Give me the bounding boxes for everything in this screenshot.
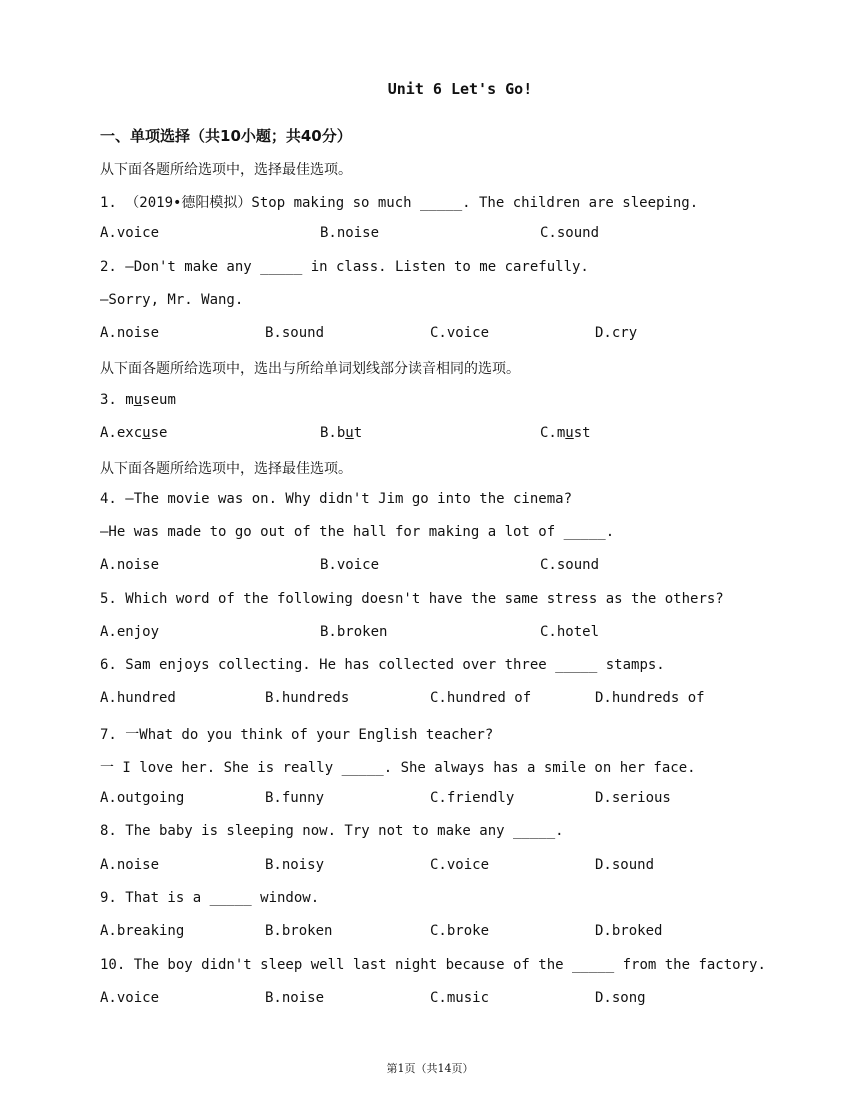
option-a[interactable]: A.enjoy	[100, 624, 160, 640]
question-7-reply: 一 I love her. She is really _____. She always has a smile on her face.	[100, 760, 696, 776]
option-c[interactable]: C.hotel	[540, 624, 600, 640]
question-2: 2. —Don't make any _____ in class. Listen to me carefully.	[100, 259, 589, 275]
option-d[interactable]: D.song	[595, 990, 646, 1006]
option-b[interactable]: B.hundreds	[265, 690, 350, 706]
option-b[interactable]: B.noise	[265, 990, 325, 1006]
page-title: Unit 6 Let's Go!	[387, 80, 533, 98]
option-d[interactable]: D.cry	[595, 325, 638, 341]
section-heading: 一、单项选择（共10小题；共40分）	[100, 127, 352, 145]
question-2-reply: —Sorry, Mr. Wang.	[100, 292, 244, 308]
question-6: 6. Sam enjoys collecting. He has collected over three _____ stamps.	[100, 657, 665, 673]
option-a[interactable]: A.breaking	[100, 923, 185, 939]
option-c[interactable]: C.sound	[540, 225, 600, 241]
instruction-3: 从下面各题所给选项中，选择最佳选项。	[100, 461, 352, 477]
option-c[interactable]: C.broke	[430, 923, 490, 939]
option-c[interactable]: C.music	[430, 990, 490, 1006]
option-b[interactable]: B.funny	[265, 790, 325, 806]
option-a[interactable]: A.noise	[100, 325, 160, 341]
option-a[interactable]: A.voice	[100, 990, 160, 1006]
instruction-2: 从下面各题所给选项中，选出与所给单词划线部分读音相同的选项。	[100, 361, 520, 377]
option-b[interactable]: B.broken	[320, 624, 388, 640]
question-4-reply: —He was made to go out of the hall for making a lot of _____.	[100, 524, 615, 540]
option-a[interactable]: A.noise	[100, 557, 160, 573]
option-b[interactable]: B.noise	[320, 225, 380, 241]
option-c[interactable]: C.must	[540, 425, 591, 441]
option-c[interactable]: C.friendly	[430, 790, 515, 806]
option-c[interactable]: C.sound	[540, 557, 600, 573]
option-c[interactable]: C.hundred of	[430, 690, 532, 706]
option-a[interactable]: A.noise	[100, 857, 160, 873]
option-c[interactable]: C.voice	[430, 325, 490, 341]
option-d[interactable]: D.hundreds of	[595, 690, 705, 706]
option-c[interactable]: C.voice	[430, 857, 490, 873]
question-5: 5. Which word of the following doesn't have the same stress as the others?	[100, 591, 724, 607]
option-b[interactable]: B.but	[320, 425, 363, 441]
question-4: 4. —The movie was on. Why didn't Jim go into the cinema?	[100, 491, 573, 507]
option-a[interactable]: A.voice	[100, 225, 160, 241]
option-b[interactable]: B.sound	[265, 325, 325, 341]
instruction-1: 从下面各题所给选项中，选择最佳选项。	[100, 162, 352, 178]
question-10: 10. The boy didn't sleep well last night because of the _____ from the factory.	[100, 957, 766, 973]
question-8: 8. The baby is sleeping now. Try not to make any _____.	[100, 823, 564, 839]
option-a[interactable]: A.outgoing	[100, 790, 185, 806]
option-a[interactable]: A.excuse	[100, 425, 168, 441]
option-b[interactable]: B.voice	[320, 557, 380, 573]
question-9: 9. That is a _____ window.	[100, 890, 320, 906]
question-1: 1. （2019•德阳模拟）Stop making so much _____. The children are sleeping.	[100, 195, 699, 211]
page-number-footer: 第1页（共14页）	[386, 1062, 474, 1075]
option-d[interactable]: D.serious	[595, 790, 671, 806]
option-b[interactable]: B.broken	[265, 923, 333, 939]
question-7: 7. 一What do you think of your English teacher?	[100, 727, 494, 743]
option-d[interactable]: D.sound	[595, 857, 655, 873]
question-3: 3. museum	[100, 392, 176, 408]
option-d[interactable]: D.broked	[595, 923, 663, 939]
option-b[interactable]: B.noisy	[265, 857, 325, 873]
option-a[interactable]: A.hundred	[100, 690, 176, 706]
